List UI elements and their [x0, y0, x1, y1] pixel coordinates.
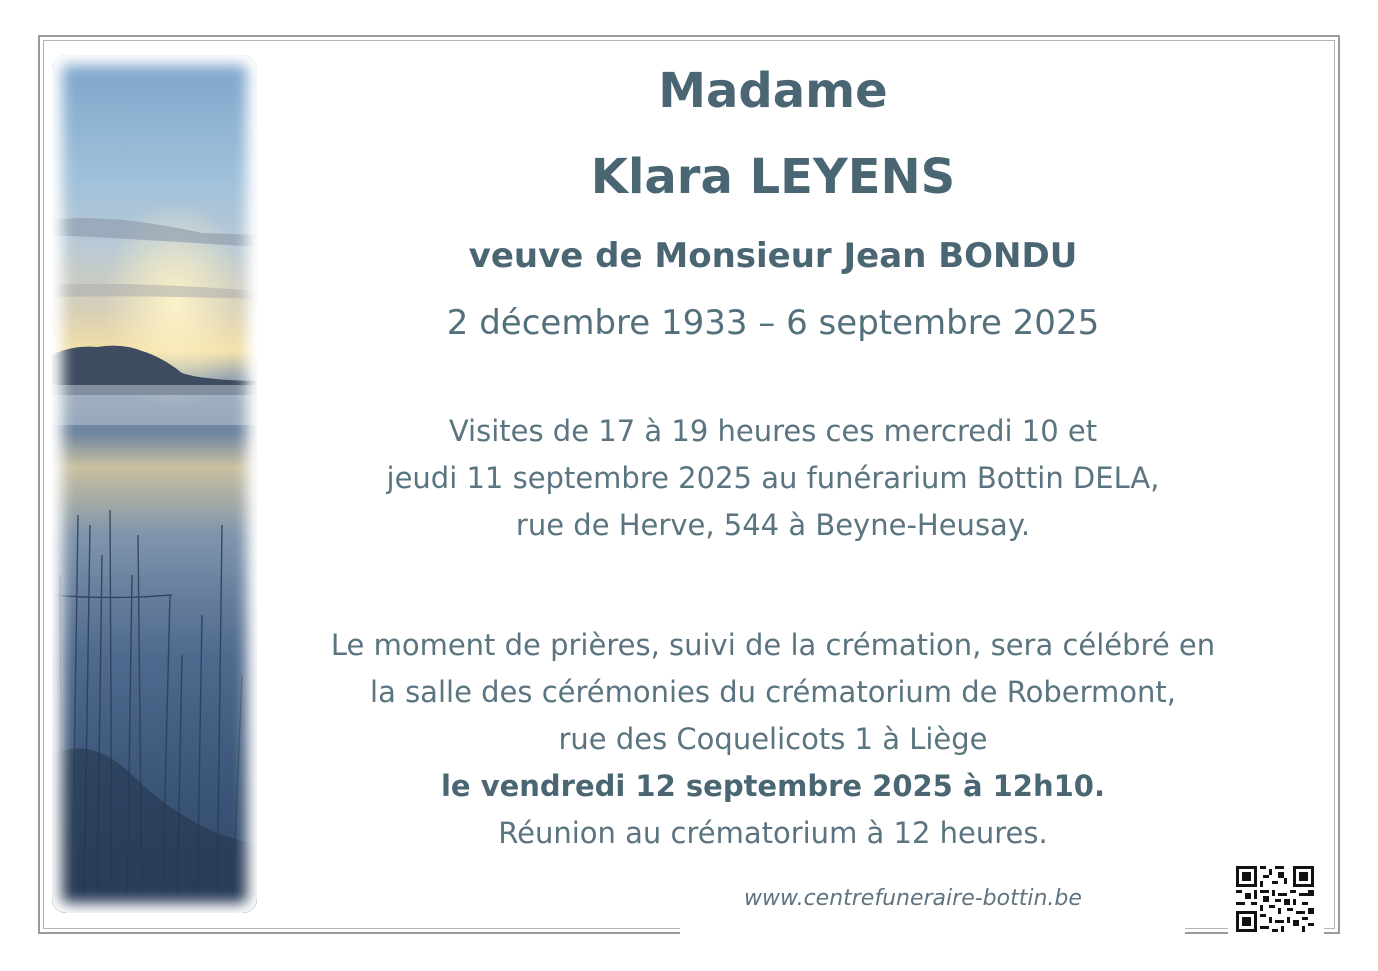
ceremony-line-3: rue des Coquelicots 1 à Liège [558, 722, 988, 756]
visits-line-2: jeudi 11 septembre 2025 au funérarium Bottin DELA, [386, 461, 1160, 495]
ceremony-datetime: le vendredi 12 septembre 2025 à 12h10. [440, 769, 1105, 803]
ceremony-line-2: la salle des cérémonies du crématorium de Robermont, [370, 675, 1176, 709]
lake-sunset-image [52, 55, 257, 913]
relation-line: veuve de Monsieur Jean BONDU [468, 236, 1078, 276]
visits-line-1: Visites de 17 à 19 heures ces mercredi 10 et [448, 414, 1098, 448]
ceremony-line-1: Le moment de prières, suivi de la crémation, sera célébré en [330, 628, 1216, 662]
qr-code-icon[interactable] [1236, 866, 1314, 932]
visits-line-3: rue de Herve, 544 à Beyne-Heusay. [515, 508, 1031, 542]
website-link[interactable]: www.centrefuneraire-bottin.be [744, 886, 1082, 911]
title-madame: Madame [658, 63, 888, 119]
meeting-line: Réunion au crématorium à 12 heures. [498, 816, 1048, 850]
frame-gap-website [680, 925, 1185, 937]
deceased-name: Klara LEYENS [590, 149, 956, 205]
life-dates: 2 décembre 1933 – 6 septembre 2025 [446, 303, 1100, 343]
